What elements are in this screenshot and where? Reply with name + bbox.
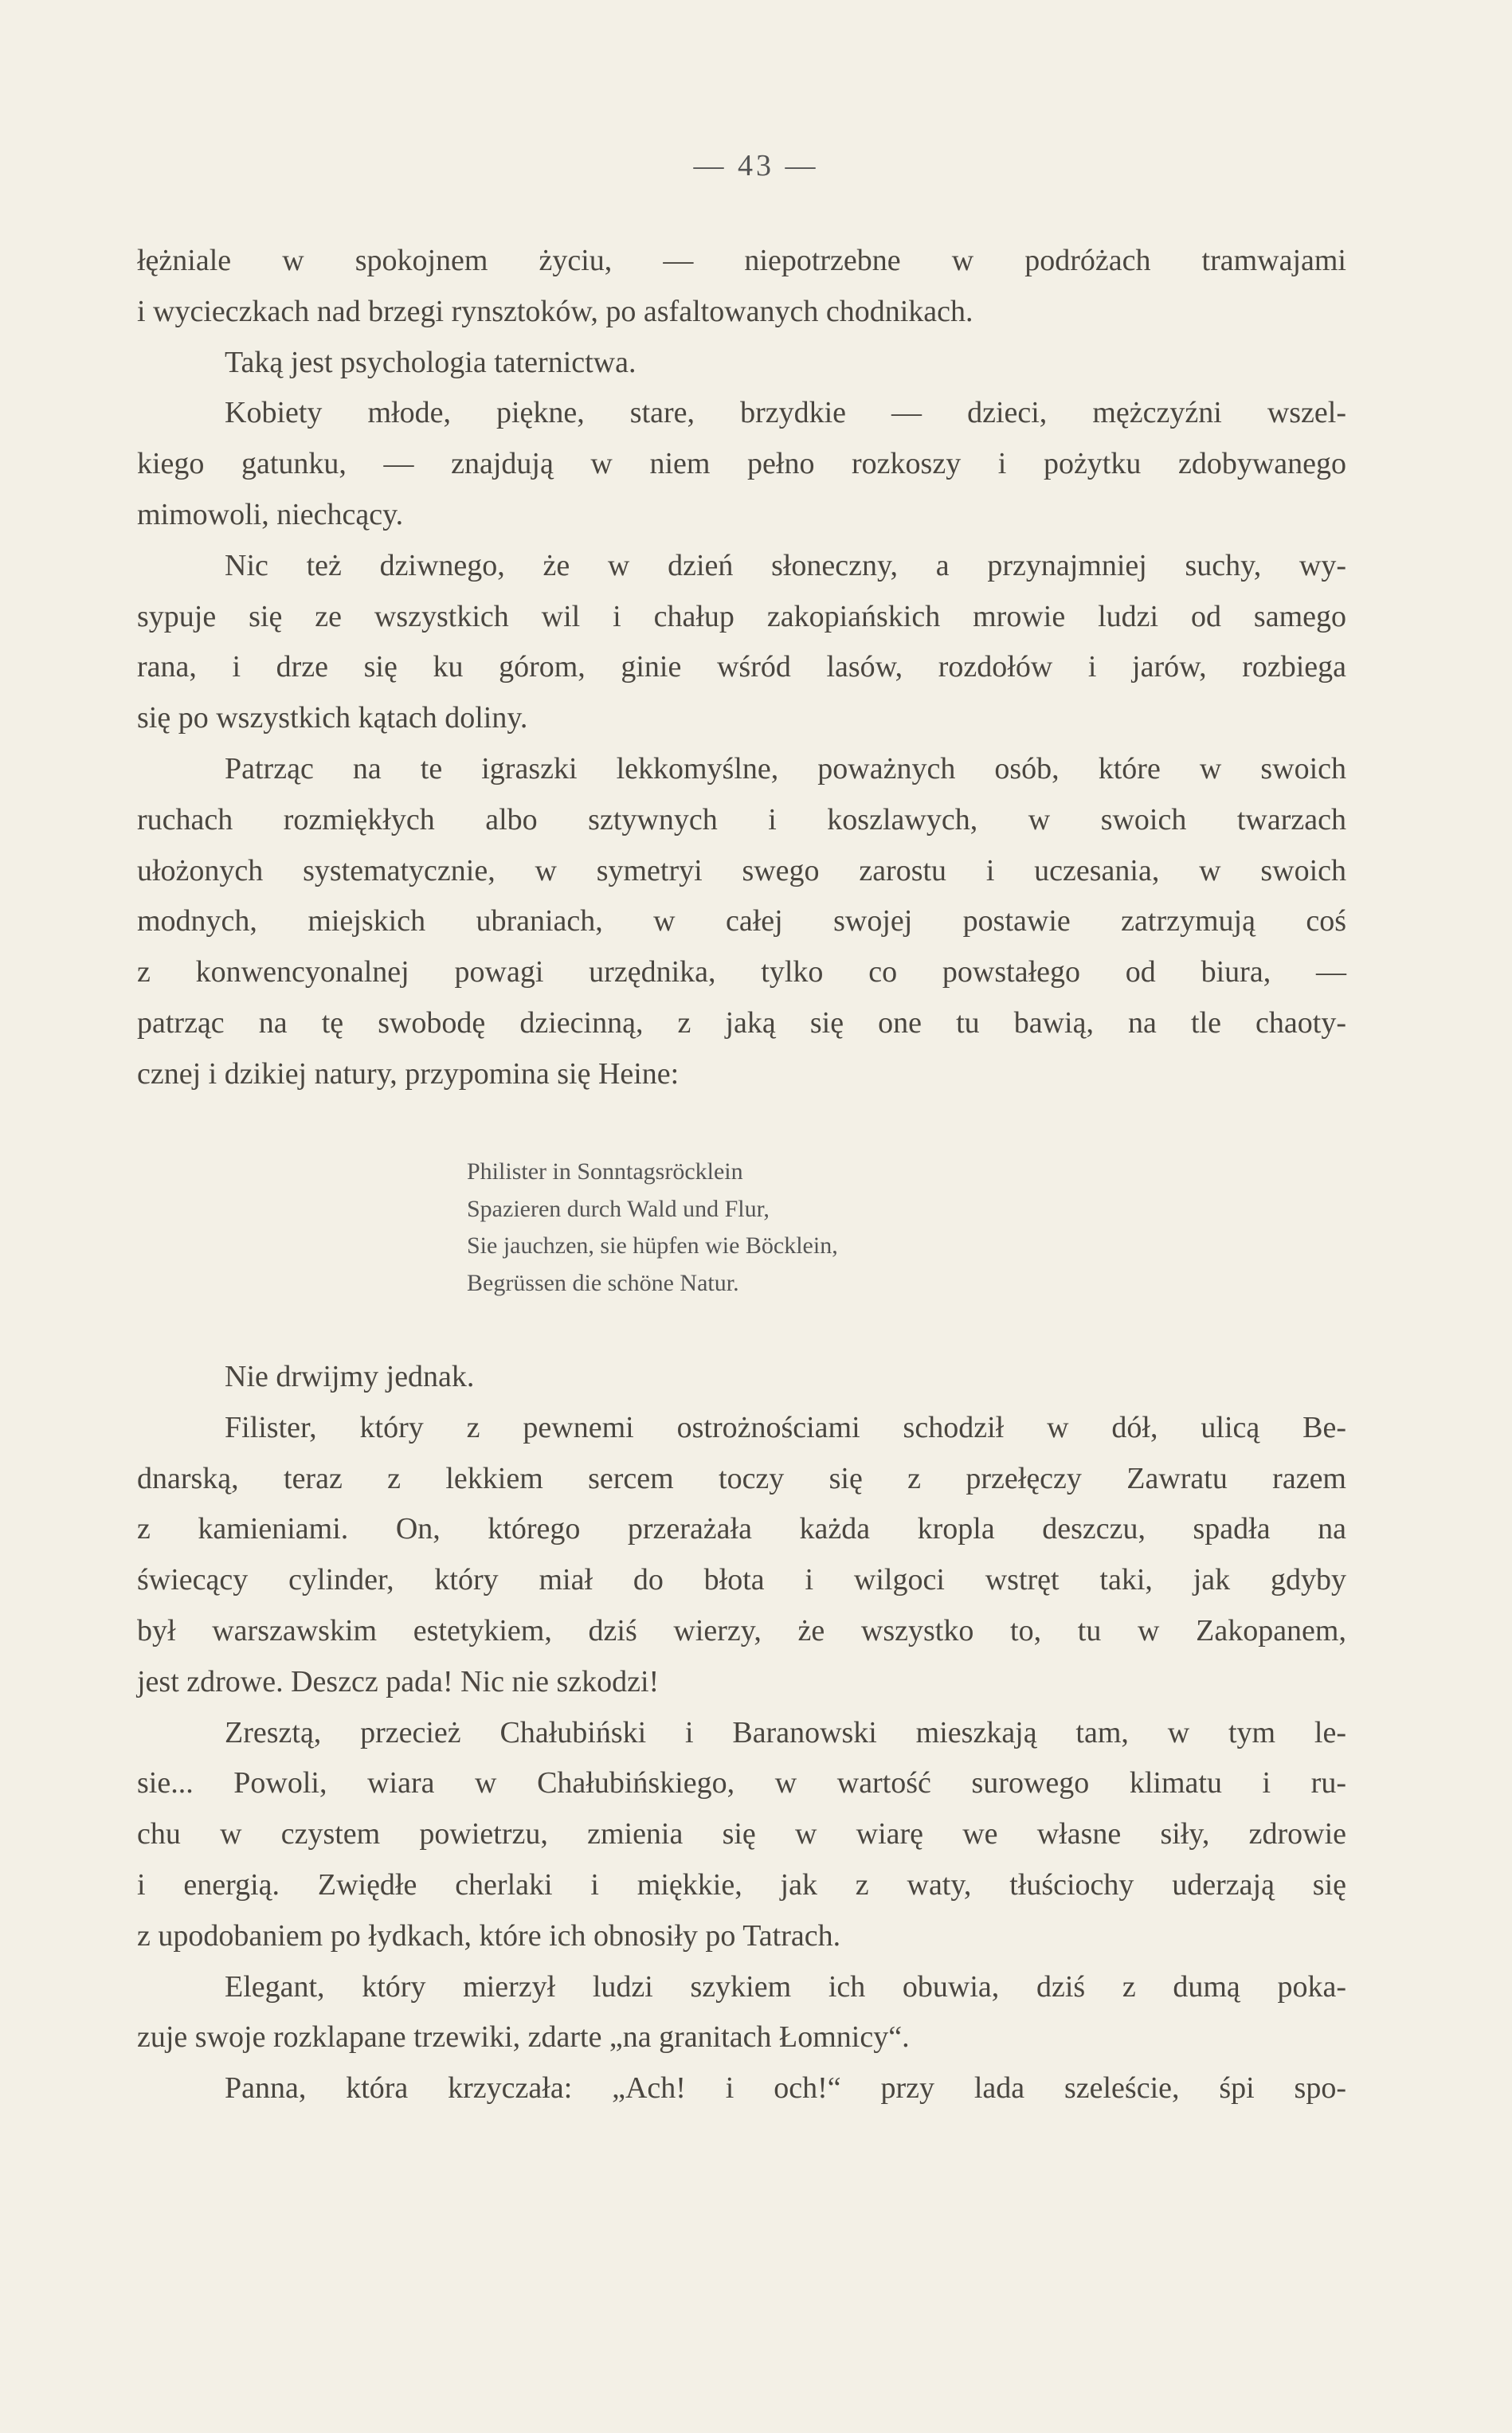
text-line: łężniale w spokojnem życiu, — niepotrzebne w podróżach tramwajami [137, 244, 1346, 277]
text-line: był warszawskim estetykiem, dziś wierzy, że wszystko to, tu w Zakopanem, [137, 1613, 1346, 1647]
text-line: Panna, która krzyczała: „Ach! i och!“ przy lada szeleście, śpi spo- [225, 2071, 1346, 2106]
poem-line: Spazieren durch Wald und Flur, [467, 1195, 770, 1222]
text-block-lower [137, 1352, 1346, 2114]
text-line: i wycieczkach nad brzegi rynsztoków, po asfaltowanych chodnikach. [137, 294, 973, 328]
text-line: się po wszystkich kątach doliny. [137, 701, 528, 735]
text-line: jest zdrowe. Deszcz pada! Nic nie szkodzi! [137, 1664, 660, 1698]
text-line: Nic też dziwnego, że w dzień słoneczny, a przynajmniej suchy, wy- [225, 548, 1346, 582]
text-line: ułożonych systematycznie, w symetryi swego zarostu i uczesania, w swoich [137, 853, 1346, 887]
text-line: Kobiety młode, piękne, stare, brzydkie — dzieci, mężczyźni wszel- [225, 396, 1346, 430]
text-line: świecący cylinder, który miał do błota i wilgoci wstręt taki, jak gdyby [137, 1563, 1346, 1597]
poem-quote [467, 1154, 838, 1302]
poem-line: Sie jauchzen, sie hüpfen wie Böcklein, [467, 1232, 838, 1259]
text-line: modnych, miejskich ubraniach, w całej swojej postawie zatrzymują coś [137, 904, 1346, 938]
text-line: Elegant, który mierzył ludzi szykiem ich obuwia, dziś z dumą poka- [225, 1969, 1346, 2004]
text-line: chu w czystem powietrzu, zmienia się w wiarę we własne siły, zdrowie [137, 1817, 1346, 1851]
text-line: kiego gatunku, — znajdują w niem pełno rozkoszy i pożytku zdobywanego [137, 447, 1346, 481]
text-line: cznej i dzikiej natury, przypomina się Heine: [137, 1056, 680, 1091]
text-line: rana, i drze się ku górom, ginie wśród lasów, rozdołów i jarów, rozbiega [137, 650, 1346, 684]
text-line: mimowoli, niechcący. [137, 497, 404, 531]
text-line: sypuje się ze wszystkich wil i chałup zakopiańskich mrowie ludzi od samego [137, 599, 1346, 633]
text-line: dnarską, teraz z lekkiem sercem toczy się z przełęczy Zawratu razem [137, 1461, 1346, 1495]
page-number: — 43 — [693, 149, 819, 182]
text-line: z kamieniami. On, którego przerażała każda kropla deszczu, spadła na [137, 1512, 1346, 1546]
text-line: Nie drwijmy jednak. [225, 1360, 475, 1393]
text-line: zuje swoje rozklapane trzewiki, zdarte „na granitach Łomnicy“. [137, 2020, 910, 2055]
text-line: Patrząc na te igraszki lekkomyślne, poważnych osób, które w swoich [225, 751, 1346, 786]
text-line: i energią. Zwiędłe cherlaki i miękkie, jak z waty, tłuściochy uderzają się [137, 1867, 1346, 1902]
text-line: patrząc na tę swobodę dziecinną, z jaką się one tu bawią, na tle chaoty- [137, 1005, 1346, 1040]
text-line: ruchach rozmiękłych albo sztywnych i koszlawych, w swoich twarzach [137, 802, 1346, 836]
text-line: z upodobaniem po łydkach, które ich obnosiły po Tatrach. [137, 1918, 841, 1953]
text-line: sie... Powoli, wiara w Chałubińskiego, w wartość surowego klimatu i ru- [137, 1766, 1346, 1800]
text-line: Zresztą, przecież Chałubiński i Baranowski mieszkają tam, w tym le- [225, 1715, 1346, 1749]
text-block-upper [137, 236, 1346, 1100]
text-line: Filister, który z pewnemi ostrożnościami schodził w dół, ulicą Be- [225, 1410, 1346, 1444]
text-line: z konwencyonalnej powagi urzędnika, tylko co powstałego od biura, — [137, 955, 1346, 989]
text-line: Taką jest psychologia taternictwa. [225, 345, 637, 379]
poem-line: Philister in Sonntagsröcklein [467, 1158, 743, 1185]
poem-line: Begrüssen die schöne Natur. [467, 1269, 739, 1296]
